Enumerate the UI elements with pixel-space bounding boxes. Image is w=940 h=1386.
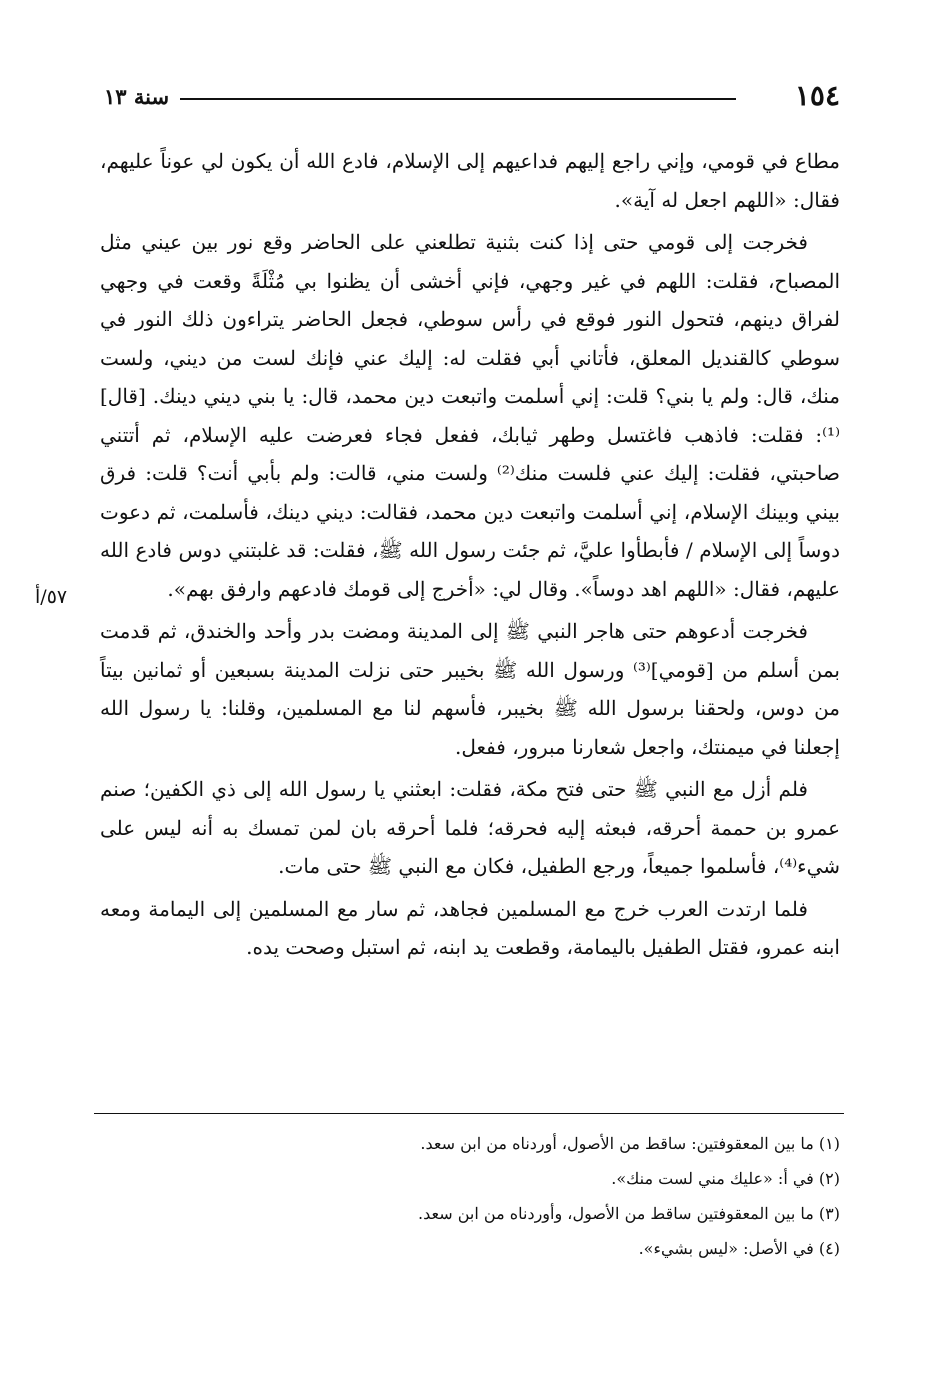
footnote-1: (١) ما بين المعقوفتين: ساقط من الأصول، أوردناه من ابن سعد. xyxy=(420,1134,840,1153)
paragraph-2: فخرجت إلى قومي حتى إذا كنت بثنية تطلعني على الحاضر وقع نور بين عيني مثل المصباح، فقلت: اللهم في غير وجهي، فإني أخشى أن يظنوا بي مُثْلَةً وقعت في وجهي لفراق دينهم، فتحول النور فوقع في رأس سوطي، فجعل الحاضر يتراءون ذلك النور في سوطي كالقنديل المعلق، فأتاني أبي فقلت له: إليك عني فإنك لست من ديني، ولست منك، قال: ولم يا بني؟ قلت: إني أسلمت واتبعت دين محمد، قال: يا بني ديني دينك. [قال]⁽¹⁾: فقلت: فاذهب فاغتسل وطهر ثيابك، ففعل فجاء فعرضت عليه الإسلام، ثم أتتني صاحبتي، فقلت: إليك عني فلست منك⁽²⁾ ولست مني، قالت: ولم بأبي أنت؟ قلت: فرق بيني وبينك الإسلام، إني أسلمت واتبعت دين محمد، فقالت: ديني دينك، فأسلمت، ثم دعوت دوساً إلى الإسلام / فأبطأوا عليَّ، ثم جئت رسول الله ﷺ، فقلت: قد غلبتني دوس فادع الله عليهم، فقال: «اللهم اهد دوساً». وقال لي: «أخرج إلى قومك فادعهم وارفق بهم». xyxy=(100,230,841,601)
page-number: ١٥٤ xyxy=(794,79,840,112)
paragraph-1: مطاع في قومي، وإني راجع إليهم فداعيهم إلى الإسلام، فادع الله أن يكون لي عوناً عليهم، فقال: «اللهم اجعل له آية». xyxy=(100,149,840,212)
running-head-year: سنة ١٣ xyxy=(104,84,170,109)
footnote-divider xyxy=(94,1113,844,1114)
footnote-3: (٣) ما بين المعقوفتين ساقط من الأصول، وأوردناه من ابن سعد. xyxy=(418,1204,840,1223)
page-header xyxy=(104,76,840,116)
manuscript-folio-note: ٥٧/أ xyxy=(35,586,68,608)
header-rule xyxy=(180,98,736,100)
paragraph-3: فخرجت أدعوهم حتى هاجر النبي ﷺ إلى المدينة ومضت بدر وأحد والخندق، ثم قدمت بمن أسلم من [قومي]⁽³⁾ ورسول الله ﷺ بخيبر حتى نزلت المدينة بسبعين أو ثمانين بيتاً من دوس، ولحقنا برسول الله ﷺ بخيبر، فأسهم لنا مع المسلمين، وقلنا: يا رسول الله إجعلنا في ميمنتك، واجعل شعارنا مبرور، ففعل. xyxy=(100,619,841,759)
footnotes xyxy=(100,1126,840,1266)
paragraph-4: فلم أزل مع النبي ﷺ حتى فتح مكة، فقلت: ابعثني يا رسول الله إلى ذي الكفين؛ صنم عمرو بن حممة أحرقه، فبعثه إليه فحرقه؛ فلما أحرقه بان لمن تمسك به أنه ليس على شيء⁽⁴⁾، فأسلموا جميعاً، ورجع الطفيل، فكان مع النبي ﷺ حتى مات. xyxy=(100,777,840,878)
footnote-4: (٤) في الأصل: «ليس بشيء». xyxy=(638,1239,840,1258)
paragraph-5: فلما ارتدت العرب خرج مع المسلمين فجاهد، ثم سار مع المسلمين إلى اليمامة ومعه ابنه عمرو، فقتل الطفيل باليمامة، وقطعت يد ابنه، ثم استبل وصحت يده. xyxy=(100,896,840,959)
footnote-2: (٢) في أ: «عليك مني لست منك». xyxy=(611,1169,840,1188)
main-text xyxy=(100,142,840,971)
